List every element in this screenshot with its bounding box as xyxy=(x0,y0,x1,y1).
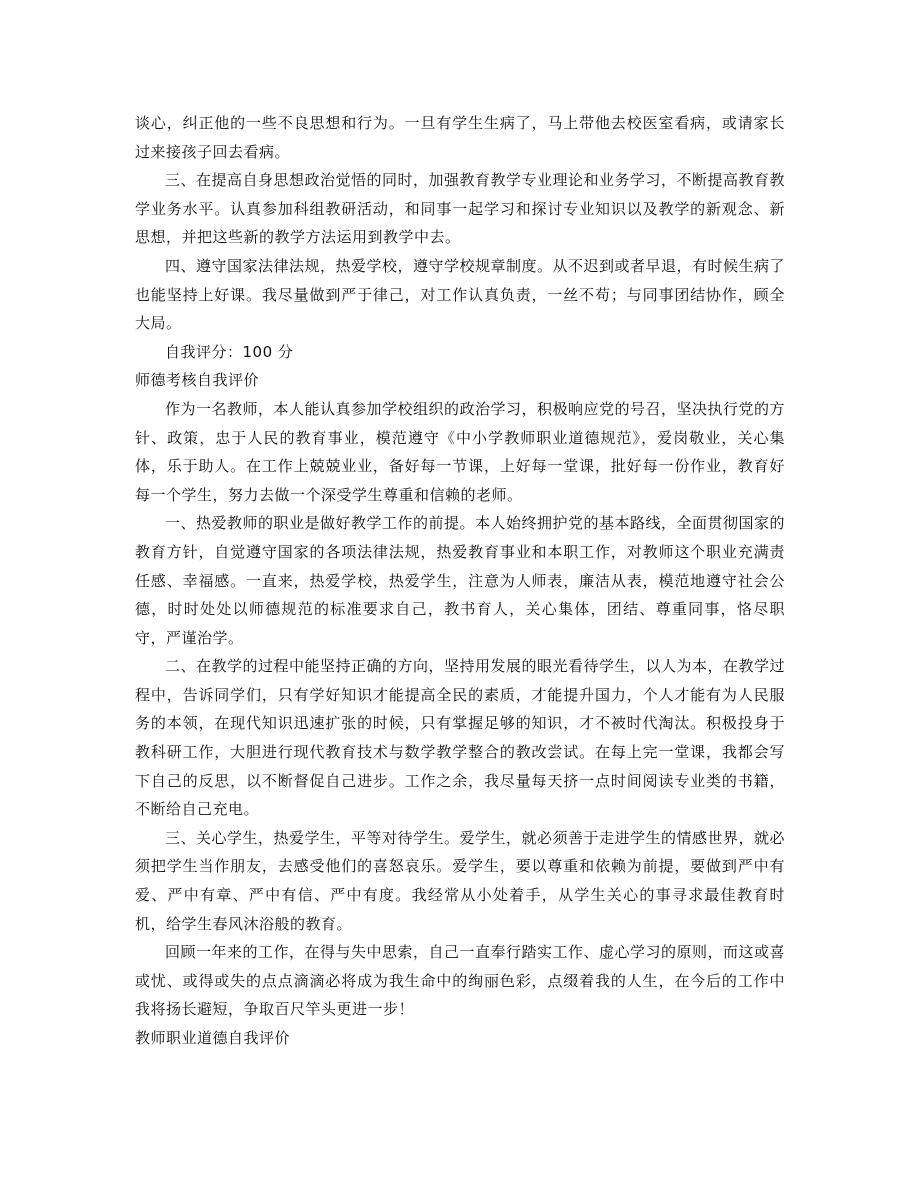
paragraph-4: 作为一名教师，本人能认真参加学校组织的政治学习，积极响应党的号召，坚决执行党的方针、政策，忠于人民的教育事业，模范遵守《中小学教师职业道德规范》，爱岗敬业，关心集体，乐于助人。在工作上兢兢业业，备好每一节课，上好每一堂课，批好每一份作业，教育好每一个学生，努力去做一个深受学生尊重和信赖的老师。 xyxy=(135,399,786,504)
document-body xyxy=(135,109,785,1053)
paragraph-5: 一、热爱教师的职业是做好教学工作的前提。本人始终拥护党的基本路线，全面贯彻国家的教育方针，自觉遵守国家的各项法律法规，热爱教育事业和本职工作，对教师这个职业充满责任感、幸福感。一直来，热爱学校，热爱学生，注意为人师表，廉洁从表，模范地遵守社会公德，时时处处以师德规范的标准要求自己，教书育人，关心集体，团结、尊重同事，恪尽职守，严谨治学。 xyxy=(135,514,786,647)
paragraph-3: 四、遵守国家法律法规，热爱学校，遵守学校规章制度。从不迟到或者早退，有时候生病了也能坚持上好课。我尽量做到严于律己，对工作认真负责，一丝不苟；与同事团结协作，顾全大局。 xyxy=(135,256,786,333)
paragraph-6: 二、在教学的过程中能坚持正确的方向，坚持用发展的眼光看待学生，以人为本，在教学过程中，告诉同学们，只有学好知识才能提高全民的素质，才能提升国力，个人才能有为人民服务的本领，在现代知识迅速扩张的时候，只有掌握足够的知识，才不被时代淘汰。积极投身于教科研工作，大胆进行现代教育技术与数学教学整合的教改尝试。在每上完一堂课，我都会写下自己的反思，以不断督促自己进步。工作之余，我尽量每天挤一点时间阅读专业类的书籍，不断给自己充电。 xyxy=(135,657,786,819)
self-score: 自我评分：100 分 xyxy=(165,342,294,361)
paragraph-7: 三、关心学生，热爱学生，平等对待学生。爱学生，就必须善于走进学生的情感世界，就必须把学生当作朋友，去感受他们的喜怒哀乐。爱学生，要以尊重和依赖为前提，要做到严中有爱、严中有章、严中有信、严中有度。我经常从小处着手，从学生关心的事寻求最佳教育时机，给学生春风沐浴般的教育。 xyxy=(135,828,786,933)
section-heading-1: 师德考核自我评价 xyxy=(135,371,260,390)
paragraph-8: 回顾一年来的工作，在得与失中思索，自己一直奉行踏实工作、虚心学习的原则，而这或喜或忧、或得或失的点点滴滴必将成为我生命中的绚丽色彩，点缀着我的人生，在今后的工作中我将扬长避短，争取百尺竿头更进一步！ xyxy=(135,943,786,1019)
paragraph-1: 谈心，纠正他的一些不良思想和行为。一旦有学生生病了，马上带他去校医室看病，或请家长过来接孩子回去看病。 xyxy=(135,114,785,161)
section-heading-2: 教师职业道德自我评价 xyxy=(135,1029,291,1047)
paragraph-2: 三、在提高自身思想政治觉悟的同时，加强教育教学专业理论和业务学习，不断提高教育教学业务水平。认真参加科组教研活动，和同事一起学习和探讨专业知识以及教学的新观念、新思想，并把这些新的教学方法运用到教学中去。 xyxy=(135,171,786,247)
